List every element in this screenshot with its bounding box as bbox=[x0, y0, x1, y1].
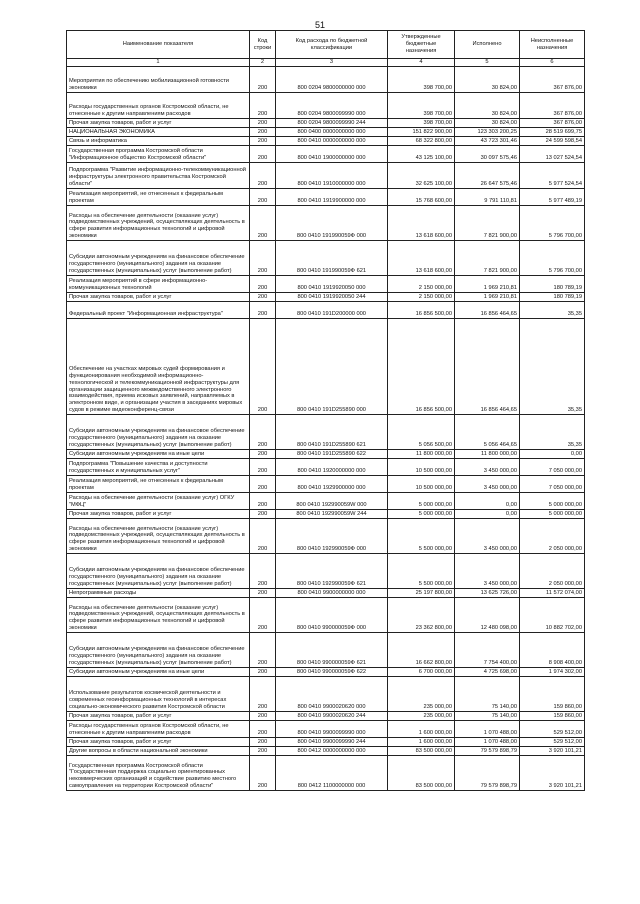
row-approved: 23 362 800,00 bbox=[388, 598, 455, 633]
row-approved: 235 000,00 bbox=[388, 677, 455, 712]
row-approved: 43 125 100,00 bbox=[388, 146, 455, 163]
row-name: Прочая закупка товаров, работ и услуг bbox=[67, 510, 250, 519]
row-executed: 30 824,00 bbox=[455, 93, 520, 119]
row-executed: 12 480 098,00 bbox=[455, 598, 520, 633]
header-budget-classification: Код расхода по бюджетной классификации bbox=[276, 31, 388, 59]
row-budget-code: 800 0410 1900000000 000 bbox=[276, 146, 388, 163]
row-line-code: 200 bbox=[250, 415, 276, 450]
row-unexecuted: 24 599 598,54 bbox=[520, 137, 585, 146]
row-approved: 10 500 000,00 bbox=[388, 476, 455, 493]
row-line-code: 200 bbox=[250, 493, 276, 510]
row-executed: 7 821 900,00 bbox=[455, 206, 520, 241]
table-row bbox=[67, 598, 585, 633]
table-row bbox=[67, 510, 585, 519]
row-executed: 11 800 000,00 bbox=[455, 450, 520, 459]
row-budget-code: 800 0410 191D255890 000 bbox=[276, 319, 388, 415]
row-line-code: 200 bbox=[250, 756, 276, 791]
row-approved: 10 500 000,00 bbox=[388, 459, 455, 476]
row-budget-code: 800 0410 192990059W 244 bbox=[276, 510, 388, 519]
row-budget-code: 800 0410 1910000000 000 bbox=[276, 163, 388, 189]
column-number: 6 bbox=[520, 59, 585, 67]
row-unexecuted: 5 000 000,00 bbox=[520, 493, 585, 510]
row-unexecuted: 159 860,00 bbox=[520, 677, 585, 712]
row-unexecuted: 5 000 000,00 bbox=[520, 510, 585, 519]
table-row bbox=[67, 415, 585, 450]
row-name: Субсидии автономным учреждениям на иные цели bbox=[67, 450, 250, 459]
row-approved: 13 618 600,00 bbox=[388, 206, 455, 241]
row-budget-code: 800 0410 9900020620 000 bbox=[276, 677, 388, 712]
row-line-code: 200 bbox=[250, 119, 276, 128]
row-unexecuted: 3 920 101,21 bbox=[520, 756, 585, 791]
column-number: 2 bbox=[250, 59, 276, 67]
row-unexecuted: 5 977 489,19 bbox=[520, 189, 585, 206]
table-row bbox=[67, 476, 585, 493]
table-row bbox=[67, 163, 585, 189]
row-budget-code: 800 0410 9900020620 244 bbox=[276, 712, 388, 721]
row-approved: 16 856 500,00 bbox=[388, 302, 455, 319]
row-budget-code: 800 0412 0000000000 000 bbox=[276, 747, 388, 756]
row-unexecuted: 2 050 000,00 bbox=[520, 554, 585, 589]
table-row bbox=[67, 241, 585, 276]
row-line-code: 200 bbox=[250, 206, 276, 241]
page-number: 51 bbox=[314, 20, 325, 30]
row-executed: 75 140,00 bbox=[455, 677, 520, 712]
row-budget-code: 800 0410 192990059Ф 000 bbox=[276, 519, 388, 554]
table-row bbox=[67, 137, 585, 146]
row-approved: 1 600 000,00 bbox=[388, 721, 455, 738]
column-number: 1 bbox=[67, 59, 250, 67]
table-row bbox=[67, 93, 585, 119]
row-approved: 1 600 000,00 bbox=[388, 738, 455, 747]
row-approved: 235 000,00 bbox=[388, 712, 455, 721]
row-executed: 16 856 464,65 bbox=[455, 302, 520, 319]
table-row bbox=[67, 554, 585, 589]
table-row bbox=[67, 721, 585, 738]
row-name: Субсидии автономным учреждениям на финансовое обеспечение государственного (муниципального) задания на оказание государственных (муниципальных) услуг (выполнение работ) bbox=[67, 633, 250, 668]
table-row bbox=[67, 519, 585, 554]
row-budget-code: 800 0204 9800099990 000 bbox=[276, 93, 388, 119]
table-row bbox=[67, 302, 585, 319]
row-line-code: 200 bbox=[250, 293, 276, 302]
row-name: Другие вопросы в области национальной экономики bbox=[67, 747, 250, 756]
row-budget-code: 800 0204 9800099990 244 bbox=[276, 119, 388, 128]
row-budget-code: 800 0410 191990059Ф 000 bbox=[276, 206, 388, 241]
row-approved: 2 150 000,00 bbox=[388, 293, 455, 302]
row-budget-code: 800 0412 1100000000 000 bbox=[276, 756, 388, 791]
row-line-code: 200 bbox=[250, 128, 276, 137]
row-approved: 5 056 500,00 bbox=[388, 415, 455, 450]
row-executed: 13 625 726,00 bbox=[455, 589, 520, 598]
row-line-code: 200 bbox=[250, 67, 276, 93]
row-unexecuted: 8 908 400,00 bbox=[520, 633, 585, 668]
row-approved: 5 500 000,00 bbox=[388, 519, 455, 554]
budget-execution-table bbox=[66, 30, 585, 791]
row-executed: 5 056 464,65 bbox=[455, 415, 520, 450]
table-row bbox=[67, 677, 585, 712]
row-name: Подпрограмма "Развитие информационно-телекоммуникационной инфраструктуры электронного правительства Костромской области" bbox=[67, 163, 250, 189]
row-approved: 11 800 000,00 bbox=[388, 450, 455, 459]
column-number: 4 bbox=[388, 59, 455, 67]
table-row bbox=[67, 276, 585, 293]
row-approved: 83 500 000,00 bbox=[388, 747, 455, 756]
row-unexecuted: 7 050 000,00 bbox=[520, 459, 585, 476]
row-line-code: 200 bbox=[250, 677, 276, 712]
row-approved: 398 700,00 bbox=[388, 93, 455, 119]
row-executed: 4 725 698,00 bbox=[455, 668, 520, 677]
row-name: Прочая закупка товаров, работ и услуг bbox=[67, 119, 250, 128]
row-name: Связь и информатика bbox=[67, 137, 250, 146]
header-line-code: Код строки bbox=[250, 31, 276, 59]
row-budget-code: 800 0410 990000059Ф 000 bbox=[276, 598, 388, 633]
row-name: Федеральный проект "Информационная инфраструктура" bbox=[67, 302, 250, 319]
row-unexecuted: 180 789,19 bbox=[520, 276, 585, 293]
row-approved: 398 700,00 bbox=[388, 67, 455, 93]
row-approved: 32 625 100,00 bbox=[388, 163, 455, 189]
header-unexecuted: Неисполненные назначения bbox=[520, 31, 585, 59]
row-executed: 30 824,00 bbox=[455, 67, 520, 93]
row-unexecuted: 367 876,00 bbox=[520, 119, 585, 128]
row-line-code: 200 bbox=[250, 633, 276, 668]
row-approved: 151 822 900,00 bbox=[388, 128, 455, 137]
row-executed: 3 450 000,00 bbox=[455, 554, 520, 589]
row-budget-code: 800 0410 9900099990 000 bbox=[276, 721, 388, 738]
row-unexecuted: 1 974 302,00 bbox=[520, 668, 585, 677]
table-row bbox=[67, 459, 585, 476]
row-unexecuted: 367 876,00 bbox=[520, 93, 585, 119]
row-executed: 30 824,00 bbox=[455, 119, 520, 128]
row-budget-code: 800 0410 191D255890 621 bbox=[276, 415, 388, 450]
row-unexecuted: 180 789,19 bbox=[520, 293, 585, 302]
row-name: Обеспечение на участках мировых судей формирования и функционирования необходимой информационно-технологической и телекоммуникационной инфраструктуры для организации защищенного межведомственного электронного взаимодействия, приема исковых заявлений, направляемых в электронном виде, и организации участия в заседаниях мировых судов в режиме видеоконференц-связи bbox=[67, 319, 250, 415]
row-line-code: 200 bbox=[250, 589, 276, 598]
row-unexecuted: 5 977 524,54 bbox=[520, 163, 585, 189]
table-row bbox=[67, 738, 585, 747]
row-budget-code: 800 0410 191990059Ф 621 bbox=[276, 241, 388, 276]
row-unexecuted: 529 512,00 bbox=[520, 721, 585, 738]
row-line-code: 200 bbox=[250, 241, 276, 276]
row-executed: 16 856 464,65 bbox=[455, 319, 520, 415]
row-executed: 26 647 575,46 bbox=[455, 163, 520, 189]
row-name: НАЦИОНАЛЬНАЯ ЭКОНОМИКА bbox=[67, 128, 250, 137]
row-executed: 123 303 200,25 bbox=[455, 128, 520, 137]
row-executed: 1 969 210,81 bbox=[455, 276, 520, 293]
row-approved: 6 700 000,00 bbox=[388, 668, 455, 677]
row-name: Расходы на обеспечение деятельности (оказание услуг) подведомственных учреждений, осуществляющих деятельность в сфере развития информационных технологий и цифровой экономики bbox=[67, 206, 250, 241]
table-row bbox=[67, 119, 585, 128]
row-line-code: 200 bbox=[250, 668, 276, 677]
row-line-code: 200 bbox=[250, 510, 276, 519]
table-row bbox=[67, 633, 585, 668]
row-line-code: 200 bbox=[250, 137, 276, 146]
row-line-code: 200 bbox=[250, 738, 276, 747]
column-number: 5 bbox=[455, 59, 520, 67]
row-unexecuted: 10 882 702,00 bbox=[520, 598, 585, 633]
column-numbers-row bbox=[67, 59, 585, 67]
row-name: Реализация мероприятий, не отнесенных к федеральным проектам bbox=[67, 189, 250, 206]
row-name: Расходы на обеспечение деятельности (оказание услуг) ОГКУ "МФЦ" bbox=[67, 493, 250, 510]
row-executed: 3 450 000,00 bbox=[455, 459, 520, 476]
row-executed: 7 821 900,00 bbox=[455, 241, 520, 276]
row-approved: 398 700,00 bbox=[388, 119, 455, 128]
row-approved: 68 322 800,00 bbox=[388, 137, 455, 146]
row-executed: 7 754 400,00 bbox=[455, 633, 520, 668]
row-executed: 3 450 000,00 bbox=[455, 476, 520, 493]
row-name: Использование результатов космической деятельности и современных геоинформационных технологий в интересах социально-экономического развития Костромской области bbox=[67, 677, 250, 712]
row-budget-code: 800 0410 192990059W 000 bbox=[276, 493, 388, 510]
row-unexecuted: 7 050 000,00 bbox=[520, 476, 585, 493]
table-row bbox=[67, 668, 585, 677]
row-name: Субсидии автономным учреждениям на финансовое обеспечение государственного (муниципального) задания на оказание государственных (муниципальных) услуг (выполнение работ) bbox=[67, 554, 250, 589]
row-executed: 9 791 110,81 bbox=[455, 189, 520, 206]
table-row bbox=[67, 146, 585, 163]
table-row bbox=[67, 589, 585, 598]
row-approved: 5 500 000,00 bbox=[388, 554, 455, 589]
row-approved: 5 000 000,00 bbox=[388, 510, 455, 519]
row-approved: 83 500 000,00 bbox=[388, 756, 455, 791]
table-header-row bbox=[67, 31, 585, 59]
row-approved: 25 197 800,00 bbox=[388, 589, 455, 598]
row-line-code: 200 bbox=[250, 712, 276, 721]
row-line-code: 200 bbox=[250, 519, 276, 554]
row-budget-code: 800 0410 1919920050 000 bbox=[276, 276, 388, 293]
row-executed: 0,00 bbox=[455, 493, 520, 510]
row-approved: 16 662 800,00 bbox=[388, 633, 455, 668]
row-budget-code: 800 0410 990000059Ф 621 bbox=[276, 633, 388, 668]
row-approved: 16 856 500,00 bbox=[388, 319, 455, 415]
row-budget-code: 800 0410 191D255890 622 bbox=[276, 450, 388, 459]
row-name: Государственная программа Костромской области "Информационное общество Костромской области" bbox=[67, 146, 250, 163]
row-unexecuted: 5 796 700,00 bbox=[520, 206, 585, 241]
row-line-code: 200 bbox=[250, 302, 276, 319]
row-line-code: 200 bbox=[250, 747, 276, 756]
row-line-code: 200 bbox=[250, 276, 276, 293]
row-name: Мероприятия по обеспечению мобилизационной готовности экономики bbox=[67, 67, 250, 93]
row-approved: 15 768 600,00 bbox=[388, 189, 455, 206]
row-executed: 30 097 575,46 bbox=[455, 146, 520, 163]
row-budget-code: 800 0400 0000000000 000 bbox=[276, 128, 388, 137]
row-unexecuted: 35,35 bbox=[520, 319, 585, 415]
row-approved: 13 618 600,00 bbox=[388, 241, 455, 276]
row-line-code: 200 bbox=[250, 476, 276, 493]
row-unexecuted: 2 050 000,00 bbox=[520, 519, 585, 554]
row-budget-code: 800 0410 9900000000 000 bbox=[276, 589, 388, 598]
row-unexecuted: 529 512,00 bbox=[520, 738, 585, 747]
row-executed: 79 579 898,79 bbox=[455, 747, 520, 756]
column-number: 3 bbox=[276, 59, 388, 67]
table-row bbox=[67, 747, 585, 756]
row-line-code: 200 bbox=[250, 319, 276, 415]
table-row bbox=[67, 319, 585, 415]
row-executed: 3 450 000,00 bbox=[455, 519, 520, 554]
row-budget-code: 800 0410 1920000000 000 bbox=[276, 459, 388, 476]
row-name: Расходы на обеспечение деятельности (оказание услуг) подведомственных учреждений, осуществляющих деятельность в сфере развития информационных технологий и цифровой экономики bbox=[67, 598, 250, 633]
row-line-code: 200 bbox=[250, 598, 276, 633]
row-budget-code: 800 0410 1919920050 244 bbox=[276, 293, 388, 302]
row-unexecuted: 11 572 074,00 bbox=[520, 589, 585, 598]
row-unexecuted: 0,00 bbox=[520, 450, 585, 459]
row-name: Реализация мероприятий, не отнесенных к федеральным проектам bbox=[67, 476, 250, 493]
row-line-code: 200 bbox=[250, 459, 276, 476]
row-name: Государственная программа Костромской области "Государственная поддержка социально ориентированных некоммерческих организаций и содействие развитию местного самоуправления на территории Костромской области" bbox=[67, 756, 250, 791]
row-executed: 0,00 bbox=[455, 510, 520, 519]
row-executed: 1 070 488,00 bbox=[455, 721, 520, 738]
row-name: Расходы на обеспечение деятельности (оказание услуг) подведомственных учреждений, осуществляющих деятельность в сфере развития информационных технологий и цифровой экономики bbox=[67, 519, 250, 554]
row-unexecuted: 159 860,00 bbox=[520, 712, 585, 721]
row-line-code: 200 bbox=[250, 721, 276, 738]
row-unexecuted: 35,35 bbox=[520, 302, 585, 319]
row-executed: 1 070 488,00 bbox=[455, 738, 520, 747]
row-name: Субсидии автономным учреждениям на финансовое обеспечение государственного (муниципального) задания на оказание государственных (муниципальных) услуг (выполнение работ) bbox=[67, 241, 250, 276]
row-unexecuted: 3 920 101,21 bbox=[520, 747, 585, 756]
row-name: Прочая закупка товаров, работ и услуг bbox=[67, 293, 250, 302]
row-budget-code: 800 0410 0000000000 000 bbox=[276, 137, 388, 146]
row-name: Непрограммные расходы bbox=[67, 589, 250, 598]
row-budget-code: 800 0410 990000059Ф 622 bbox=[276, 668, 388, 677]
row-unexecuted: 367 876,00 bbox=[520, 67, 585, 93]
header-indicator-name: Наименование показателя bbox=[67, 31, 250, 59]
row-line-code: 200 bbox=[250, 450, 276, 459]
row-unexecuted: 5 796 700,00 bbox=[520, 241, 585, 276]
row-name: Субсидии автономным учреждениям на иные цели bbox=[67, 668, 250, 677]
row-executed: 79 579 898,79 bbox=[455, 756, 520, 791]
header-executed: Исполнено bbox=[455, 31, 520, 59]
row-budget-code: 800 0410 9900099990 244 bbox=[276, 738, 388, 747]
row-executed: 43 723 301,46 bbox=[455, 137, 520, 146]
table-row bbox=[67, 493, 585, 510]
row-budget-code: 800 0410 1929900000 000 bbox=[276, 476, 388, 493]
row-budget-code: 800 0410 1919900000 000 bbox=[276, 189, 388, 206]
row-unexecuted: 35,35 bbox=[520, 415, 585, 450]
row-executed: 1 969 210,81 bbox=[455, 293, 520, 302]
row-name: Реализация мероприятий в сфере информационно-коммуникационных технологий bbox=[67, 276, 250, 293]
row-line-code: 200 bbox=[250, 189, 276, 206]
row-line-code: 200 bbox=[250, 146, 276, 163]
row-unexecuted: 13 027 524,54 bbox=[520, 146, 585, 163]
row-line-code: 200 bbox=[250, 554, 276, 589]
row-name: Субсидии автономным учреждениям на финансовое обеспечение государственного (муниципального) задания на оказание государственных (муниципальных) услуг (выполнение работ) bbox=[67, 415, 250, 450]
row-name: Расходы государственных органов Костромской области, не отнесенные к другим направлениям расходов bbox=[67, 721, 250, 738]
row-name: Расходы государственных органов Костромской области, не отнесенные к другим направлениям расходов bbox=[67, 93, 250, 119]
table-row bbox=[67, 67, 585, 93]
table-row bbox=[67, 712, 585, 721]
row-line-code: 200 bbox=[250, 93, 276, 119]
row-budget-code: 800 0410 191D200000 000 bbox=[276, 302, 388, 319]
table-row bbox=[67, 450, 585, 459]
row-budget-code: 800 0204 9800000000 000 bbox=[276, 67, 388, 93]
table-row bbox=[67, 206, 585, 241]
table-row bbox=[67, 128, 585, 137]
table-row bbox=[67, 293, 585, 302]
row-approved: 2 150 000,00 bbox=[388, 276, 455, 293]
header-approved: Утвержденные бюджетные назначения bbox=[388, 31, 455, 59]
row-unexecuted: 28 519 699,75 bbox=[520, 128, 585, 137]
row-line-code: 200 bbox=[250, 163, 276, 189]
row-name: Прочая закупка товаров, работ и услуг bbox=[67, 712, 250, 721]
row-approved: 5 000 000,00 bbox=[388, 493, 455, 510]
table-row bbox=[67, 756, 585, 791]
row-name: Подпрограмма "Повышение качества и доступности государственных и муниципальных услуг" bbox=[67, 459, 250, 476]
table-row bbox=[67, 189, 585, 206]
row-name: Прочая закупка товаров, работ и услуг bbox=[67, 738, 250, 747]
row-executed: 75 140,00 bbox=[455, 712, 520, 721]
row-budget-code: 800 0410 192990059Ф 621 bbox=[276, 554, 388, 589]
